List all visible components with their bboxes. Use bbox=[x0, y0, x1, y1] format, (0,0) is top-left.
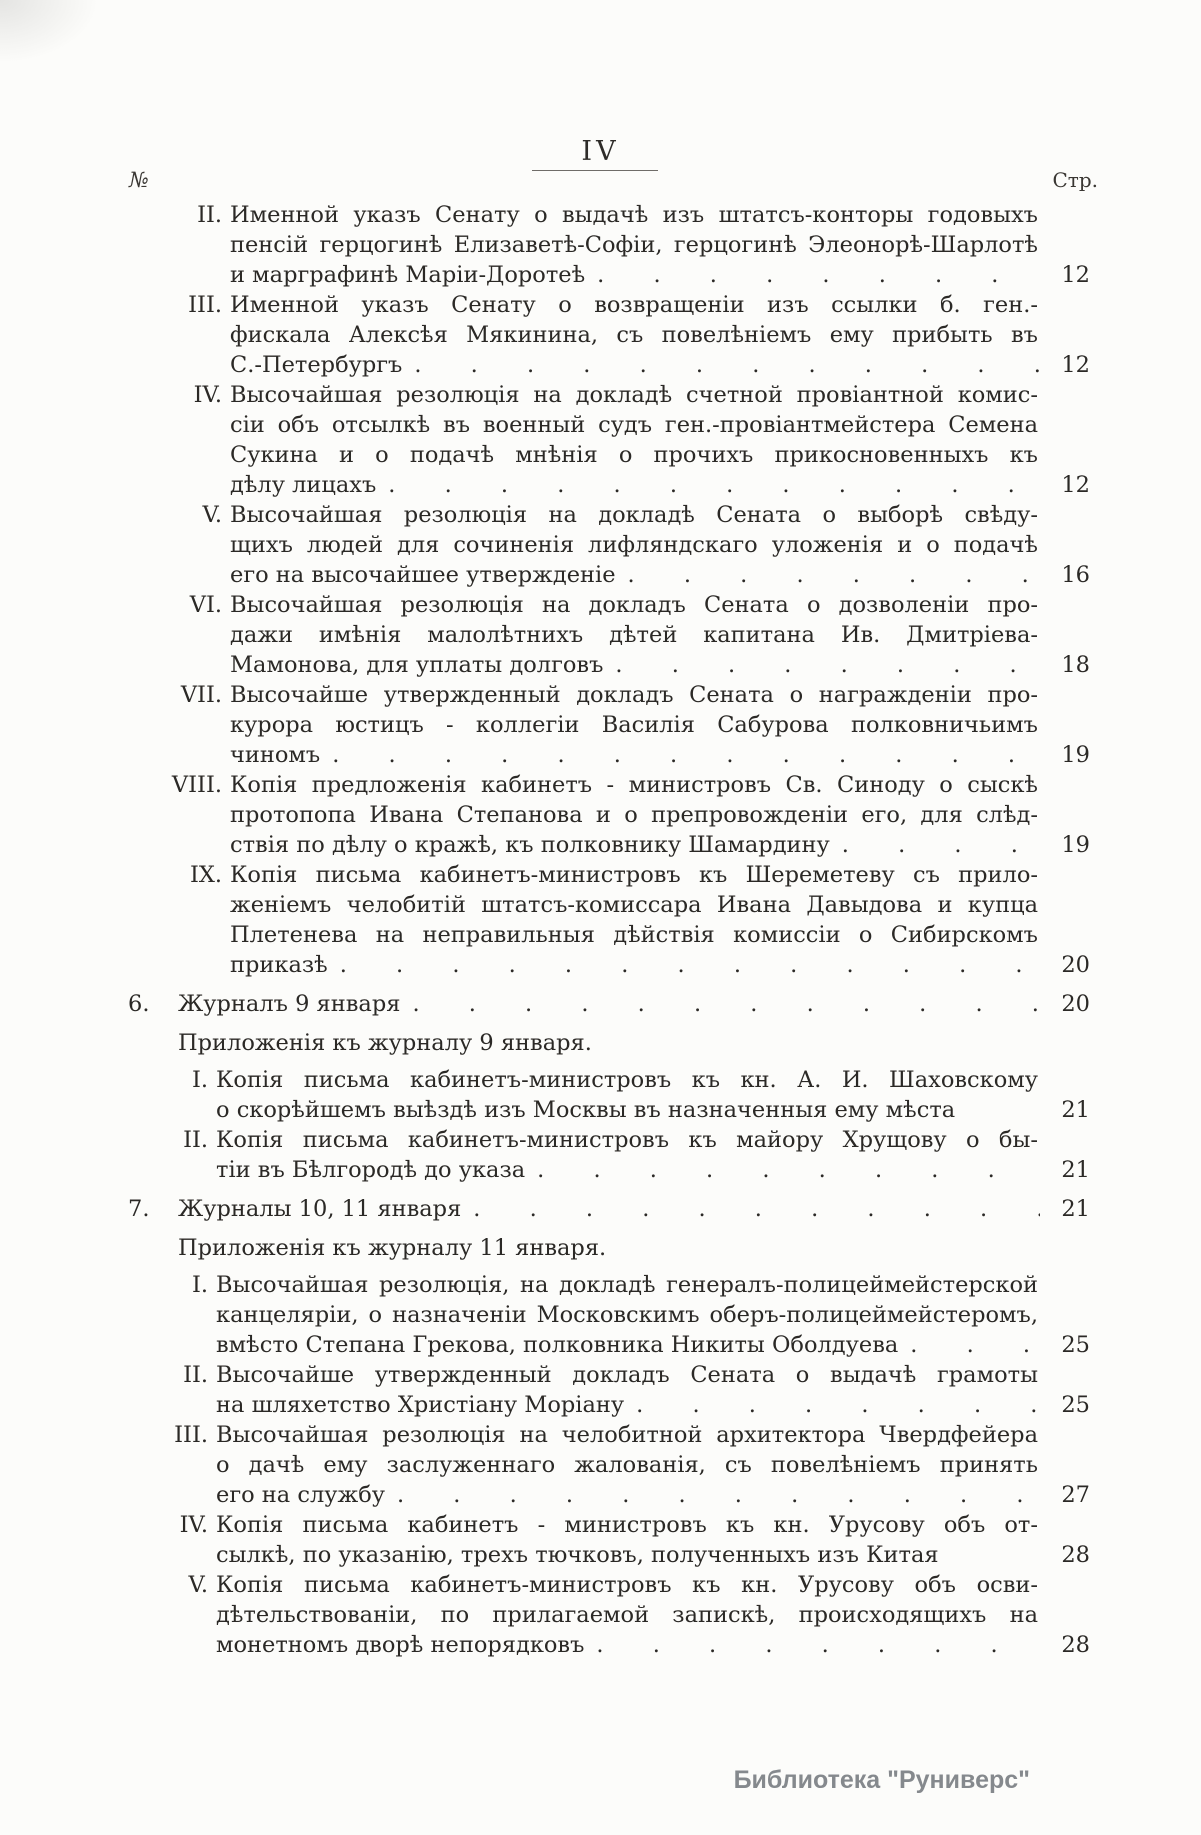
table-of-contents bbox=[128, 200, 1090, 1660]
entry-last-line bbox=[230, 950, 1090, 980]
page-number: 21 bbox=[1061, 1157, 1090, 1183]
entry-last-line bbox=[216, 1095, 1090, 1125]
entry-line: Высочайшая резолюція, на докладѣ генералъ-полицеймейстерской bbox=[216, 1272, 1038, 1298]
entry-line-text: его на высочайшее утвержденіе bbox=[230, 562, 616, 588]
entry-line: дажи имѣнія малолѣтнихъ дѣтей капитана Ив. Дмитріева- bbox=[230, 622, 1038, 648]
entry-number: 7. bbox=[128, 1196, 150, 1222]
entry-line: щихъ людей для сочиненія лифляндскаго уложенія и о подачѣ bbox=[230, 532, 1038, 558]
dot-leader bbox=[596, 1630, 1040, 1660]
page-number: 21 bbox=[1061, 1097, 1090, 1123]
entry-line: Копія предложенія кабинетъ - министровъ Св. Синоду о сыскѣ bbox=[230, 772, 1038, 798]
dot-leader bbox=[332, 740, 1040, 770]
entry-line-text: тіи въ Бѣлгородѣ до указа bbox=[216, 1157, 526, 1183]
entry-line-text: Журналъ 9 января bbox=[178, 991, 401, 1017]
toc-entry bbox=[128, 1270, 1090, 1360]
dot-leader bbox=[842, 830, 1040, 860]
entry-line: Сукина и о подачѣ мнѣнія о прочихъ прикосновенныхъ къ bbox=[230, 442, 1038, 468]
toc-entry bbox=[128, 380, 1090, 500]
entry-line-text: вмѣсто Степана Грекова, полковника Никиты Оболдуева bbox=[216, 1332, 899, 1358]
entry-line: Высочайшая резолюція на докладъ Сената о дозволеніи про- bbox=[230, 592, 1038, 618]
number-column-label: № bbox=[129, 168, 149, 192]
page-number: 20 bbox=[1061, 952, 1090, 978]
entry-line: Высочайше утвержденный докладъ Сената о награжденіи про- bbox=[230, 682, 1038, 708]
entry-last-line bbox=[230, 650, 1090, 680]
entry-line: Плетенева на неправильныя дѣйствія комиссіи о Сибирскомъ bbox=[230, 922, 1038, 948]
dot-leader bbox=[597, 260, 1040, 290]
entry-line-text: Мамонова, для уплаты долговъ bbox=[230, 652, 604, 678]
entry-number: 6. bbox=[128, 991, 150, 1017]
entry-line: о дачѣ ему заслуженнаго жалованія, съ повелѣніемъ принять bbox=[216, 1452, 1038, 1478]
entry-line-text: чиномъ bbox=[230, 742, 321, 768]
entry-last-line bbox=[230, 740, 1090, 770]
dot-leader bbox=[340, 950, 1040, 980]
entry-last-line bbox=[178, 989, 1090, 1019]
entry-line: Копія письма кабинетъ-министровъ къ кн. А. И. Шаховскому bbox=[216, 1067, 1038, 1093]
entry-line: Именной указъ Сенату о возвращеніи изъ ссылки б. ген.- bbox=[230, 292, 1038, 318]
entry-line: канцеляріи, о назначеніи Московскимъ оберъ-полицеймейстеромъ, bbox=[216, 1302, 1038, 1328]
entry-line: Приложенія къ журналу 9 января. bbox=[178, 1030, 592, 1056]
entry-line-text: ствія по дѣлу о кражѣ, къ полковнику Шамардину bbox=[230, 832, 830, 858]
dot-leader bbox=[628, 560, 1040, 590]
entry-line: Приложенія къ журналу 11 января. bbox=[178, 1235, 607, 1261]
dot-leader bbox=[412, 989, 1040, 1019]
page-number: 19 bbox=[1061, 832, 1090, 858]
toc-entry bbox=[128, 1194, 1090, 1224]
entry-last-line bbox=[216, 1390, 1090, 1420]
toc-entry bbox=[128, 1510, 1090, 1570]
entry-last-line bbox=[230, 260, 1090, 290]
entry-line: сіи объ отсылкѣ въ военный судъ ген.-провіантмейстера Семена bbox=[230, 412, 1038, 438]
page-number: 12 bbox=[1061, 472, 1090, 498]
entry-line-text: на шляхетство Христіану Моріану bbox=[216, 1392, 625, 1418]
dot-leader bbox=[636, 1390, 1040, 1420]
entry-number: VI. bbox=[189, 592, 222, 618]
entry-line: Копія письма кабинетъ-министровъ къ майору Хрущову о бы- bbox=[216, 1127, 1038, 1153]
page-number: 20 bbox=[1061, 991, 1090, 1017]
page-number: 25 bbox=[1061, 1332, 1090, 1358]
entry-number: VII. bbox=[180, 682, 222, 708]
toc-entry bbox=[128, 500, 1090, 590]
entry-line: Копія письма кабинетъ - министровъ къ кн. Урусову объ от- bbox=[216, 1512, 1038, 1538]
dot-leader bbox=[615, 650, 1040, 680]
entry-last-line bbox=[230, 350, 1090, 380]
entry-line: Высочайшая резолюція на докладѣ счетной провіантной комис- bbox=[230, 382, 1038, 408]
page-column-label: Стр. bbox=[1052, 168, 1098, 192]
entry-line: Высочайшая резолюція на челобитной архитектора Чвердфейера bbox=[216, 1422, 1038, 1448]
toc-entry bbox=[128, 770, 1090, 860]
toc-subheading bbox=[128, 1028, 1090, 1058]
entry-line-text: дѣлу лицахъ bbox=[230, 472, 377, 498]
entry-number: III. bbox=[188, 292, 222, 318]
toc-subheading bbox=[128, 1233, 1090, 1263]
entry-line: протопопа Ивана Степанова и о препровожденіи его, для слѣд- bbox=[230, 802, 1038, 828]
entry-line: Копія письма кабинетъ-министровъ къ кн. Урусову объ осви- bbox=[216, 1572, 1038, 1598]
entry-last-line bbox=[216, 1540, 1090, 1570]
page-number: 28 bbox=[1061, 1542, 1090, 1568]
entry-last-line bbox=[216, 1330, 1090, 1360]
entry-line: дѣтельствованіи, по прилагаемой запискѣ, происходящихъ на bbox=[216, 1602, 1038, 1628]
entry-line-text: и марграфинѣ Маріи-Доротеѣ bbox=[230, 262, 586, 288]
entry-number: IV. bbox=[179, 1512, 208, 1538]
entry-line: Именной указъ Сенату о выдачѣ изъ штатсъ-конторы годовыхъ bbox=[230, 202, 1038, 228]
entry-line: Высочайше утвержденный докладъ Сената о выдачѣ грамоты bbox=[216, 1362, 1038, 1388]
entry-number: II. bbox=[183, 1362, 208, 1388]
library-watermark: Библиотека "Руниверс" bbox=[733, 1766, 1030, 1794]
entry-last-line bbox=[178, 1194, 1090, 1224]
entry-line: пенсій герцогинѣ Елизаветѣ-Софіи, герцогинѣ Элеонорѣ-Шарлотѣ bbox=[230, 232, 1038, 258]
entry-line: курора юстицъ - коллегіи Василія Сабурова полковничьимъ bbox=[230, 712, 1038, 738]
entry-number: IV. bbox=[193, 382, 222, 408]
entry-last-line bbox=[230, 560, 1090, 590]
page-number: 27 bbox=[1061, 1482, 1090, 1508]
entry-number: I. bbox=[191, 1272, 208, 1298]
toc-entry bbox=[128, 290, 1090, 380]
page-number: 28 bbox=[1061, 1632, 1090, 1658]
page-number: 18 bbox=[1061, 652, 1090, 678]
entry-last-line bbox=[216, 1480, 1090, 1510]
page-number: 25 bbox=[1061, 1392, 1090, 1418]
entry-line-text: о скорѣйшемъ выѣздѣ изъ Москвы въ назначенныя ему мѣста bbox=[216, 1097, 956, 1123]
dot-leader bbox=[473, 1194, 1040, 1224]
page-number: 12 bbox=[1061, 352, 1090, 378]
dot-leader bbox=[388, 470, 1040, 500]
entry-number: II. bbox=[183, 1127, 208, 1153]
entry-number: VIII. bbox=[171, 772, 222, 798]
toc-entry bbox=[128, 989, 1090, 1019]
toc-entry bbox=[128, 680, 1090, 770]
entry-number: V. bbox=[188, 1572, 208, 1598]
dot-leader bbox=[910, 1330, 1040, 1360]
toc-entry bbox=[128, 590, 1090, 680]
entry-line-text: Журналы 10, 11 января bbox=[178, 1196, 462, 1222]
toc-entry bbox=[128, 1065, 1090, 1125]
entry-last-line bbox=[230, 470, 1090, 500]
toc-entry bbox=[128, 860, 1090, 980]
entry-last-line bbox=[216, 1630, 1090, 1660]
entry-line: Копія письма кабинетъ-министровъ къ Шереметеву съ прило- bbox=[230, 862, 1038, 888]
entry-number: III. bbox=[174, 1422, 208, 1448]
page-number: 19 bbox=[1061, 742, 1090, 768]
page-number: 12 bbox=[1061, 262, 1090, 288]
entry-number: I. bbox=[191, 1067, 208, 1093]
header-rule bbox=[532, 170, 658, 171]
page-number-roman: IV bbox=[581, 136, 620, 167]
entry-number: II. bbox=[197, 202, 222, 228]
entry-last-line bbox=[230, 830, 1090, 860]
entry-line: Высочайшая резолюція на докладѣ Сената о выборѣ свѣду- bbox=[230, 502, 1038, 528]
entry-line-text: приказѣ bbox=[230, 952, 328, 978]
entry-line-text: С.-Петербургъ bbox=[230, 352, 403, 378]
entry-last-line bbox=[216, 1155, 1090, 1185]
entry-number: V. bbox=[202, 502, 222, 528]
toc-entry bbox=[128, 1570, 1090, 1660]
toc-entry bbox=[128, 200, 1090, 290]
dot-leader bbox=[397, 1480, 1040, 1510]
page-number: 21 bbox=[1061, 1196, 1090, 1222]
entry-line-text: монетномъ дворѣ непорядковъ bbox=[216, 1632, 585, 1658]
toc-entry bbox=[128, 1420, 1090, 1510]
entry-line-text: его на службу bbox=[216, 1482, 385, 1508]
entry-number: IX. bbox=[189, 862, 222, 888]
entry-line: фискала Алексѣя Мякинина, съ повелѣніемъ ему прибыть въ bbox=[230, 322, 1038, 348]
dot-leader bbox=[414, 350, 1040, 380]
entry-line-text: сылкѣ, по указанію, трехъ тючковъ, полученныхъ изъ Китая bbox=[216, 1542, 939, 1568]
dot-leader bbox=[537, 1155, 1040, 1185]
entry-line: женіемъ челобитій штатсъ-комиссара Ивана Давыдова и купца bbox=[230, 892, 1038, 918]
page-number: 16 bbox=[1061, 562, 1090, 588]
toc-entry bbox=[128, 1125, 1090, 1185]
toc-entry bbox=[128, 1360, 1090, 1420]
